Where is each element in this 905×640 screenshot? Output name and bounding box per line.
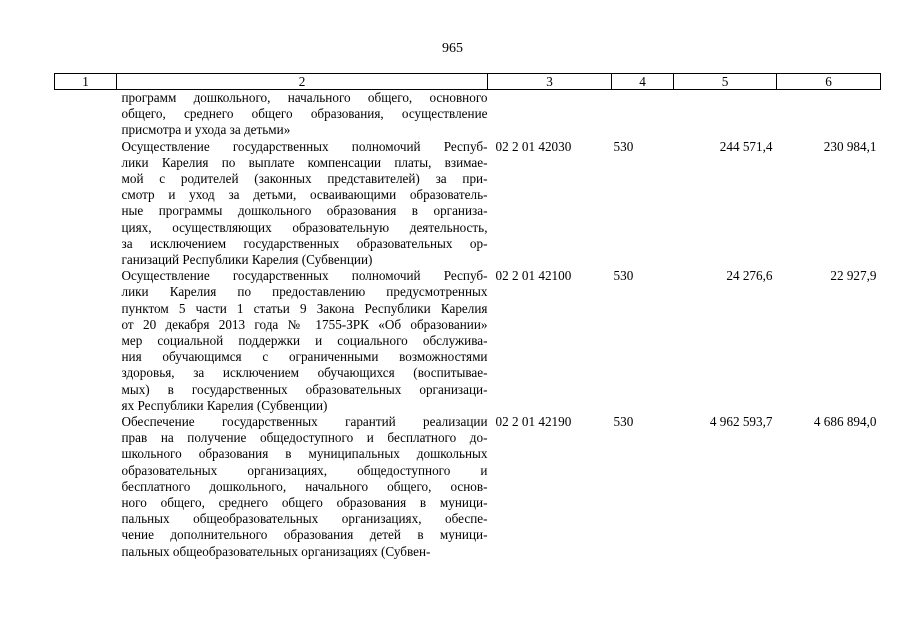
description-line: ния обучающимся с ограниченными возможностями — [121, 349, 488, 365]
description-line: программ дошкольного, начального общего, основного — [121, 90, 488, 105]
description-line: мер социальной поддержки и социального обслужива- — [121, 333, 488, 349]
description-line: Обеспечение государственных гарантий реализации — [121, 414, 488, 430]
description-line: лики Карелия по предоставлению предусмотренных — [121, 284, 488, 300]
row-number-cell — [55, 268, 117, 414]
row-description — [117, 414, 488, 560]
row-expense-type: 530 — [613, 268, 634, 284]
row-amount-year-1: 244 571,4 — [719, 138, 773, 154]
description-line: за исключением государственных образовательных ор- — [121, 235, 488, 251]
description-line: смотр и уход за детьми, осваивающими образователь- — [121, 187, 488, 203]
table-row — [55, 414, 881, 560]
description-line: от 20 декабря 2013 года № 1755-ЗРК «Об образовании» — [121, 316, 488, 332]
table-row — [55, 90, 881, 139]
row-amount-year-2 — [777, 90, 881, 139]
column-header-2: 2 — [117, 74, 488, 90]
description-line: циях, осуществляющих образовательную деятельность, — [121, 219, 488, 235]
column-header-1: 1 — [55, 74, 117, 90]
column-header-5: 5 — [674, 74, 777, 90]
table-row — [55, 268, 881, 414]
row-code: 02 2 01 42030 — [495, 138, 572, 154]
description-line: ях Республики Карелия (Субвенции) — [121, 397, 328, 413]
row-code: 02 2 01 42190 — [495, 414, 572, 430]
row-description — [117, 268, 488, 414]
header-row — [55, 74, 881, 90]
description-line: Осуществление государственных полномочий Респуб- — [121, 138, 488, 154]
description-line: бесплатного дошкольного, начального общего, основ- — [121, 478, 488, 494]
description-line: присмотра и ухода за детьми» — [121, 122, 291, 138]
description-line: ганизаций Республики Карелия (Субвенции) — [121, 252, 373, 268]
description-line: школьного образования в муниципальных дошкольных — [121, 446, 488, 462]
row-description — [117, 90, 488, 139]
budget-table — [54, 73, 881, 560]
row-amount-year-2: 22 927,9 — [830, 268, 877, 284]
row-code: 02 2 01 42100 — [495, 268, 572, 284]
table-body — [55, 90, 881, 560]
row-expense-type: 530 — [613, 138, 634, 154]
description-line: общего, среднего общего образования, осуществление — [121, 106, 488, 122]
description-line: ные программы дошкольного образования в организа- — [121, 203, 488, 219]
row-expense-type: 530 — [613, 414, 634, 430]
description-line: образовательных организациях, общедоступного и — [121, 462, 488, 478]
description-line: пунктом 5 части 1 статьи 9 Закона Республики Карелия — [121, 300, 488, 316]
column-header-6: 6 — [777, 74, 881, 90]
description-line: мых) в государственных образовательных организаци- — [121, 381, 488, 397]
row-amount-year-1: 24 276,6 — [726, 268, 773, 284]
page-number: 965 — [442, 41, 463, 56]
description-line: мой с родителей (законных представителей) за при- — [121, 171, 488, 187]
description-line: пальных общеобразовательных организациях, обеспе- — [121, 511, 488, 527]
description-line: здоровья, за исключением обучающихся (воспитывае- — [121, 365, 488, 381]
column-header-3: 3 — [488, 74, 612, 90]
row-amount-year-1 — [674, 90, 777, 139]
description-line: ного общего, среднего общего образования в муници- — [121, 495, 488, 511]
description-line: пальных общеобразовательных организациях (Субвен- — [121, 543, 431, 559]
column-header-4: 4 — [612, 74, 674, 90]
row-description — [117, 139, 488, 269]
row-amount-year-2: 230 984,1 — [823, 138, 877, 154]
row-number-cell — [55, 414, 117, 560]
row-code — [488, 90, 612, 139]
row-amount-year-1: 4 962 593,7 — [709, 414, 773, 430]
table-row — [55, 139, 881, 269]
row-number-cell — [55, 90, 117, 139]
description-line: прав на получение общедоступного и бесплатного до- — [121, 430, 488, 446]
description-line: лики Карелия по выплате компенсации платы, взимае- — [121, 154, 488, 170]
description-line: чение дополнительного образования детей в муници- — [121, 527, 488, 543]
row-number-cell — [55, 139, 117, 269]
row-amount-year-2: 4 686 894,0 — [813, 414, 877, 430]
description-line: Осуществление государственных полномочий Респуб- — [121, 268, 488, 284]
row-expense-type — [612, 90, 674, 139]
table-header — [55, 74, 881, 90]
